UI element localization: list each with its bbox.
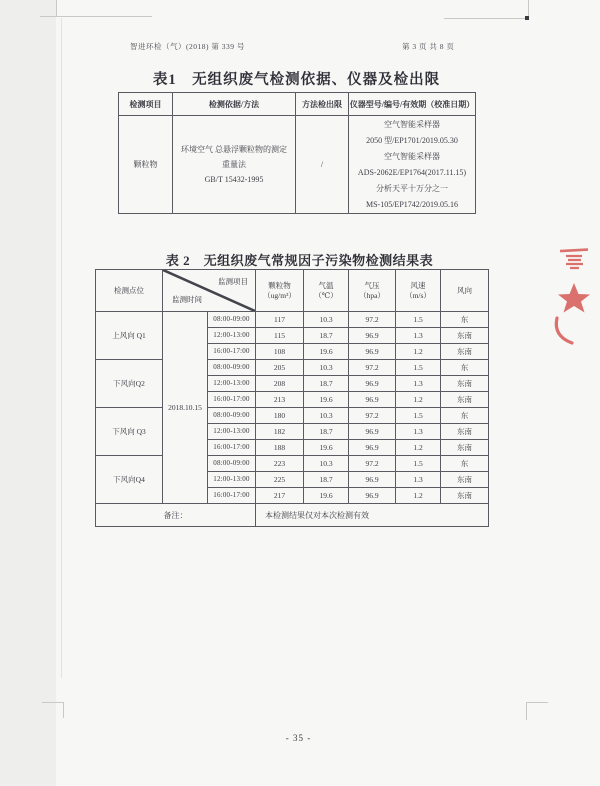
wind-speed-cell: 1.5 (396, 456, 441, 472)
wind-dir-cell: 东 (441, 408, 489, 424)
instrument-line: MS-105/EP1742/2019.05.16 (365, 199, 458, 209)
red-seal-fragment (550, 244, 594, 348)
time-cell: 12:00-13:00 (208, 328, 256, 344)
table1-header-instrument: 仪器型号/编号/有效期（校准日期） (349, 93, 476, 116)
time-cell: 16:00-17:00 (208, 344, 256, 360)
wind-speed-cell: 1.2 (396, 440, 441, 456)
wind-dir-cell: 东南 (441, 376, 489, 392)
header-temp (304, 270, 349, 312)
header-line: （℃） (314, 290, 338, 300)
wind-dir-cell: 东 (441, 456, 489, 472)
temp-cell: 10.3 (304, 456, 349, 472)
crop-mark (40, 16, 152, 17)
wind-speed-cell: 1.3 (396, 376, 441, 392)
header-doc-number: 智进环检（气）(2018) 第 339 号 (130, 42, 245, 51)
temp-cell: 19.6 (304, 488, 349, 504)
point-cell: 下风向Q4 (96, 456, 163, 504)
wind-speed-cell: 1.2 (396, 392, 441, 408)
header-point: 检测点位 (96, 270, 163, 312)
temp-cell: 10.3 (304, 360, 349, 376)
pressure-cell: 96.9 (349, 392, 396, 408)
wind-speed-cell: 1.5 (396, 360, 441, 376)
crop-mark (56, 0, 57, 17)
pressure-cell: 97.2 (349, 312, 396, 328)
point-cell: 下风向 Q3 (96, 408, 163, 456)
paper-fold-line (61, 18, 62, 678)
item-cell: 颗粒物 (119, 116, 173, 214)
time-cell: 16:00-17:00 (208, 392, 256, 408)
time-cell: 12:00-13:00 (208, 376, 256, 392)
wind-speed-cell: 1.3 (396, 328, 441, 344)
time-cell: 08:00-09:00 (208, 408, 256, 424)
table1-title: 表1 无组织废气检测依据、仪器及检出限 (152, 72, 441, 88)
method-cell (173, 116, 296, 214)
scan-margin-band (0, 0, 56, 786)
temp-cell: 18.7 (304, 424, 349, 440)
pressure-cell: 97.2 (349, 456, 396, 472)
pm-cell: 108 (256, 344, 304, 360)
table2-header-row (96, 270, 489, 312)
instrument-cell (349, 116, 476, 214)
table1-data-row (119, 116, 476, 214)
wind-dir-cell: 东南 (441, 392, 489, 408)
time-cell: 16:00-17:00 (208, 488, 256, 504)
wind-dir-cell: 东南 (441, 344, 489, 360)
crop-mark (63, 702, 64, 718)
temp-cell: 19.6 (304, 440, 349, 456)
table-row (96, 456, 489, 472)
wind-speed-cell: 1.2 (396, 344, 441, 360)
pm-cell: 180 (256, 408, 304, 424)
pressure-cell: 96.9 (349, 488, 396, 504)
table2-results (95, 269, 489, 527)
time-cell: 12:00-13:00 (208, 424, 256, 440)
table1-detection-basis (118, 92, 476, 214)
header-line: 气压 (364, 280, 380, 290)
temp-cell: 19.6 (304, 344, 349, 360)
header-page-info: 第 3 页 共 8 页 (402, 42, 455, 51)
header-line: 颗粒物 (268, 280, 291, 290)
time-cell: 16:00-17:00 (208, 440, 256, 456)
pm-cell: 225 (256, 472, 304, 488)
page-number: - 35 - (285, 733, 312, 743)
wind-dir-cell: 东 (441, 360, 489, 376)
header-line: （hpa） (359, 290, 385, 300)
header-wind-dir: 风向 (441, 270, 489, 312)
instrument-line: 分析天平十万分之一 (376, 183, 448, 193)
instrument-line: 空气智能采样器 (384, 119, 440, 129)
wind-dir-cell: 东 (441, 312, 489, 328)
header-pressure (349, 270, 396, 312)
header-line: 风速 (410, 280, 426, 290)
method-line: 重量法 (222, 160, 246, 169)
table1-header-limit: 方法检出限 (296, 93, 349, 116)
pm-cell: 115 (256, 328, 304, 344)
method-line: GB/T 15432-1995 (204, 175, 264, 184)
temp-cell: 10.3 (304, 312, 349, 328)
header-monitor-item: 监测项目 (218, 277, 248, 286)
date-cell: 2018.10.15 (163, 312, 208, 504)
time-cell: 12:00-13:00 (208, 472, 256, 488)
remark-row (96, 504, 489, 527)
wind-dir-cell: 东南 (441, 328, 489, 344)
pressure-cell: 96.9 (349, 376, 396, 392)
temp-cell: 18.7 (304, 376, 349, 392)
pm-cell: 208 (256, 376, 304, 392)
header-line: 气温 (318, 280, 334, 290)
pressure-cell: 96.9 (349, 472, 396, 488)
crop-dot (525, 16, 529, 20)
wind-dir-cell: 东南 (441, 424, 489, 440)
header-line: （ug/m³） (263, 290, 296, 300)
crop-mark (526, 702, 548, 703)
crop-mark (42, 702, 64, 703)
detection-limit-cell: / (296, 116, 349, 214)
header-line: （m/s） (405, 290, 431, 300)
temp-cell: 18.7 (304, 328, 349, 344)
method-line: 环境空气 总悬浮颗粒物的测定 (181, 145, 287, 154)
pm-cell: 182 (256, 424, 304, 440)
pressure-cell: 97.2 (349, 408, 396, 424)
table-row (96, 408, 489, 424)
table-row (96, 312, 489, 328)
pm-cell: 205 (256, 360, 304, 376)
wind-speed-cell: 1.3 (396, 424, 441, 440)
instrument-line: ADS-2062E/EP1764(2017.11.15) (357, 167, 467, 177)
table1-header-row (119, 93, 476, 116)
wind-speed-cell: 1.5 (396, 312, 441, 328)
temp-cell: 18.7 (304, 472, 349, 488)
temp-cell: 10.3 (304, 408, 349, 424)
instrument-line: 空气智能采样器 (384, 151, 440, 161)
point-cell: 下风向Q2 (96, 360, 163, 408)
point-cell: 上风向 Q1 (96, 312, 163, 360)
time-cell: 08:00-09:00 (208, 456, 256, 472)
pressure-cell: 96.9 (349, 424, 396, 440)
wind-speed-cell: 1.3 (396, 472, 441, 488)
wind-dir-cell: 东南 (441, 440, 489, 456)
table-row (96, 360, 489, 376)
pm-cell: 217 (256, 488, 304, 504)
wind-speed-cell: 1.5 (396, 408, 441, 424)
wind-dir-cell: 东南 (441, 472, 489, 488)
remark-label: 备注： (96, 504, 256, 527)
diagonal-header-cell (163, 270, 256, 312)
crop-mark (526, 702, 527, 720)
instrument-line: 2050 型/EP1701/2019.05.30 (366, 135, 458, 145)
pm-cell: 213 (256, 392, 304, 408)
pm-cell: 223 (256, 456, 304, 472)
pressure-cell: 96.9 (349, 328, 396, 344)
header-monitor-time: 监测时间 (172, 295, 202, 304)
crop-mark (444, 18, 528, 19)
table1-header-method: 检测依据/方法 (173, 93, 296, 116)
table1-header-item: 检测项目 (119, 93, 173, 116)
table2-title: 表 2 无组织废气常规因子污染物检测结果表 (165, 253, 434, 268)
time-cell: 08:00-09:00 (208, 360, 256, 376)
time-cell: 08:00-09:00 (208, 312, 256, 328)
header-wind-speed (396, 270, 441, 312)
pm-cell: 117 (256, 312, 304, 328)
wind-speed-cell: 1.2 (396, 488, 441, 504)
pressure-cell: 97.2 (349, 360, 396, 376)
temp-cell: 19.6 (304, 392, 349, 408)
remark-text: 本检测结果仅对本次检测有效 (256, 504, 489, 527)
pressure-cell: 96.9 (349, 440, 396, 456)
pressure-cell: 96.9 (349, 344, 396, 360)
pm-cell: 188 (256, 440, 304, 456)
wind-dir-cell: 东南 (441, 488, 489, 504)
header-pm (256, 270, 304, 312)
